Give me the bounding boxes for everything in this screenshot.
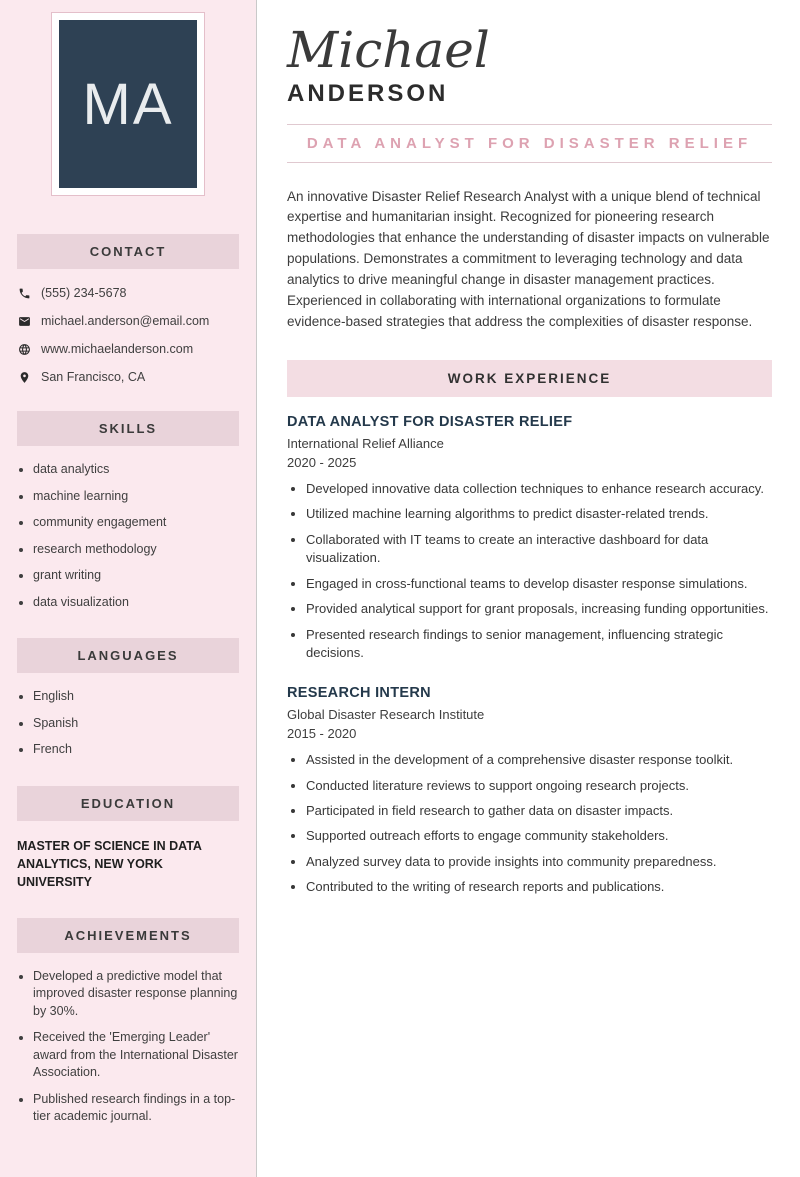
skill-item: • community engagement	[33, 514, 240, 532]
name-header	[287, 21, 772, 108]
divider-line	[287, 162, 772, 163]
job-entry	[287, 414, 772, 663]
job-role: RESEARCH INTERN	[287, 685, 431, 702]
job-bullets	[306, 751, 772, 897]
contact-email-text: michael.anderson@email.com	[41, 314, 210, 328]
achievement-item: • Received the 'Emerging Leader' award from the International Disaster Association.	[33, 1029, 240, 1082]
first-name: Michael	[287, 21, 490, 79]
skill-item: • research methodology	[33, 541, 240, 559]
job-bullet: • Utilized machine learning algorithms to predict disaster-related trends.	[306, 505, 772, 524]
job-bullet: • Developed innovative data collection techniques to enhance research accuracy.	[306, 480, 772, 499]
job-company: International Relief Alliance	[287, 435, 444, 451]
work-experience-title: WORK EXPERIENCE	[287, 360, 772, 397]
contact-website-text: www.michaelanderson.com	[41, 342, 194, 356]
job-role: DATA ANALYST FOR DISASTER RELIEF	[287, 413, 573, 430]
job-bullet: • Collaborated with IT teams to create an interactive dashboard for data visualization.	[306, 531, 772, 569]
contact-location	[18, 370, 240, 384]
avatar	[51, 12, 205, 196]
main-content	[257, 0, 800, 1177]
languages-section-title: LANGUAGES	[17, 638, 239, 673]
job-dates: 2020 - 2025	[287, 454, 357, 470]
contact-phone-text: (555) 234-5678	[41, 286, 127, 300]
skills-section	[0, 411, 256, 611]
globe-icon	[18, 343, 31, 356]
skill-item: • grant writing	[33, 567, 240, 585]
professional-summary: An innovative Disaster Relief Research Analyst with a unique blend of technical expertise and humanitarian insight. Recognized for pioneering research methodologies that enhance the understanding of disaster impacts on vulnerable populations. Demonstrates a commitment to leveraging technology and data analytics to drive meaningful change in disaster management practices. Experienced in collaborating with international organizations to formulate evidence-based strategies that address the complexities of disaster response.	[287, 188, 770, 330]
contact-location-text: San Francisco, CA	[41, 370, 146, 384]
headline-block	[287, 124, 772, 163]
email-icon	[18, 315, 31, 328]
phone-icon	[18, 287, 31, 300]
contact-website	[18, 342, 240, 356]
language-item: • English	[33, 688, 240, 706]
avatar-box	[59, 20, 197, 188]
language-item: • Spanish	[33, 715, 240, 733]
skill-item: • data analytics	[33, 461, 240, 479]
job-bullet: • Provided analytical support for grant proposals, increasing funding opportunities.	[306, 600, 772, 619]
skills-section-title: SKILLS	[17, 411, 239, 446]
job-bullet: • Contributed to the writing of research reports and publications.	[306, 878, 772, 897]
avatar-initials: MA	[82, 71, 174, 137]
education-degree: MASTER OF SCIENCE IN DATA ANALYTICS, NEW YORK UNIVERSITY	[17, 838, 202, 889]
job-company: Global Disaster Research Institute	[287, 707, 485, 723]
job-bullet: • Presented research findings to senior management, influencing strategic decisions.	[306, 626, 772, 664]
contact-phone	[18, 286, 240, 300]
location-pin-icon	[18, 371, 31, 384]
job-bullet: • Supported outreach efforts to engage community stakeholders.	[306, 827, 772, 846]
languages-list	[33, 688, 240, 759]
job-bullet: • Assisted in the development of a comprehensive disaster response toolkit.	[306, 751, 772, 770]
achievement-item: • Published research findings in a top-tier academic journal.	[33, 1091, 240, 1126]
education-section-title: EDUCATION	[17, 786, 239, 821]
achievement-item: • Developed a predictive model that improved disaster response planning by 30%.	[33, 968, 240, 1021]
job-dates: 2015 - 2020	[287, 726, 357, 742]
skills-list	[33, 461, 240, 611]
skill-item: • data visualization	[33, 594, 240, 612]
last-name: ANDERSON	[287, 79, 449, 107]
language-item: • French	[33, 741, 240, 759]
job-entry	[287, 685, 772, 897]
job-bullet: • Participated in field research to gather data on disaster impacts.	[306, 802, 772, 821]
contact-section	[0, 234, 256, 384]
sidebar	[0, 0, 257, 1177]
job-headline: DATA ANALYST FOR DISASTER RELIEF	[306, 134, 753, 152]
contact-section-title: CONTACT	[17, 234, 239, 269]
achievements-list	[33, 968, 240, 1126]
job-bullet: • Conducted literature reviews to support ongoing research projects.	[306, 777, 772, 796]
contact-email	[18, 314, 240, 328]
languages-section	[0, 638, 256, 759]
job-bullet: • Engaged in cross-functional teams to develop disaster response simulations.	[306, 575, 772, 594]
job-bullet: • Analyzed survey data to provide insights into community preparedness.	[306, 853, 772, 872]
job-bullets	[306, 480, 772, 663]
achievements-section-title: ACHIEVEMENTS	[17, 918, 239, 953]
achievements-section	[0, 918, 256, 1126]
skill-item: • machine learning	[33, 488, 240, 506]
contact-list	[18, 286, 240, 384]
education-section	[0, 786, 256, 891]
